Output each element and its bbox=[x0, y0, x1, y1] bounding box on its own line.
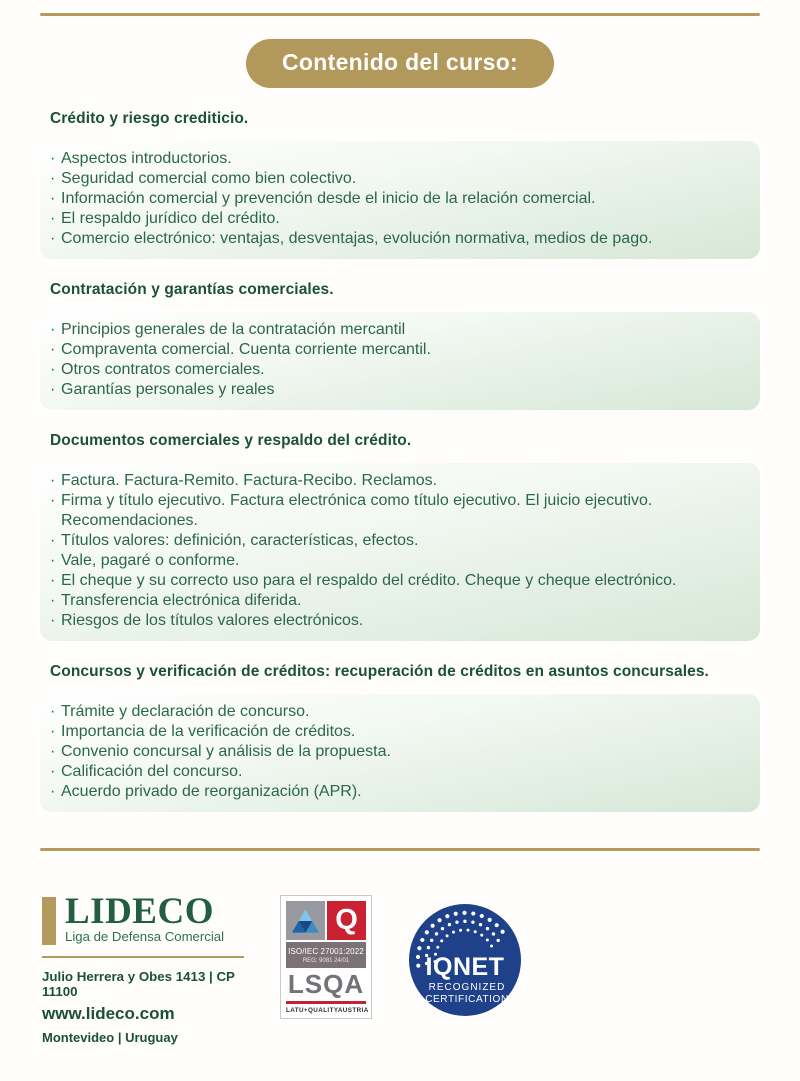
bullet-text: El cheque y su correcto uso para el respaldo del crédito. Cheque y cheque electrónico. bbox=[61, 572, 677, 589]
latu-triangle-icon bbox=[286, 901, 325, 940]
bullet-dot: · bbox=[50, 190, 56, 207]
bullet-dot: · bbox=[50, 612, 56, 629]
iqnet-line2: CERTIFICATION bbox=[425, 994, 509, 1005]
bullet-list bbox=[50, 702, 746, 802]
list-item bbox=[50, 742, 746, 762]
bullet-dot: · bbox=[50, 381, 56, 398]
bullet-text: Firma y título ejecutivo. Factura electrónica como título ejecutivo. El juicio ejecutivo. Recomendaciones. bbox=[61, 492, 653, 529]
list-item bbox=[50, 169, 746, 189]
list-item bbox=[50, 340, 746, 360]
list-item bbox=[50, 320, 746, 340]
list-item bbox=[50, 189, 746, 209]
bullet-text: Comercio electrónico: ventajas, desventajas, evolución normativa, medios de pago. bbox=[61, 230, 653, 247]
section-box-concursos bbox=[40, 694, 760, 812]
bullet-dot: · bbox=[50, 361, 56, 378]
bullet-text: El respaldo jurídico del crédito. bbox=[61, 210, 280, 227]
bullet-list bbox=[50, 471, 746, 631]
section-box-documentos bbox=[40, 463, 760, 641]
list-item bbox=[50, 360, 746, 380]
bullet-dot: · bbox=[50, 170, 56, 187]
list-item bbox=[50, 762, 746, 782]
lideco-location: Montevideo | Uruguay bbox=[42, 1030, 178, 1045]
bullet-dot: · bbox=[50, 592, 56, 609]
list-item bbox=[50, 722, 746, 742]
bullet-text: Garantías personales y reales bbox=[61, 381, 275, 398]
list-item bbox=[50, 591, 746, 611]
list-item bbox=[50, 571, 746, 591]
bullet-dot: · bbox=[50, 783, 56, 800]
bullet-text: Riesgos de los títulos valores electrónicos. bbox=[61, 612, 364, 629]
list-item bbox=[50, 380, 746, 400]
list-item bbox=[50, 782, 746, 802]
bullet-list bbox=[50, 320, 746, 400]
bullet-text: Importancia de la verificación de créditos. bbox=[61, 723, 356, 740]
iqnet-line1: RECOGNIZED bbox=[428, 982, 506, 993]
lideco-gold-bar bbox=[42, 897, 56, 945]
bullet-text: Vale, pagaré o conforme. bbox=[61, 552, 240, 569]
lsqa-reg-text: REG: 9081 24/01 bbox=[302, 958, 350, 964]
bullet-text: Información comercial y prevención desde el inicio de la relación comercial. bbox=[61, 190, 596, 207]
lideco-wordmark-row bbox=[42, 891, 244, 945]
bullet-text: Títulos valores: definición, características, efectos. bbox=[61, 532, 419, 549]
list-item bbox=[50, 551, 746, 571]
lideco-logo bbox=[42, 891, 244, 1045]
bullet-list bbox=[50, 149, 746, 249]
lsqa-marks-row bbox=[286, 901, 366, 940]
bullet-dot: · bbox=[50, 210, 56, 227]
lideco-divider bbox=[42, 956, 244, 958]
section-title-contratacion: Contratación y garantías comerciales. bbox=[50, 281, 334, 298]
list-item bbox=[50, 611, 746, 631]
lideco-wordmark-text bbox=[65, 891, 225, 945]
bullet-text: Trámite y declaración de concurso. bbox=[61, 703, 310, 720]
course-content-pill bbox=[246, 39, 554, 88]
bullet-dot: · bbox=[50, 572, 56, 589]
bullet-text: Acuerdo privado de reorganización (APR). bbox=[61, 783, 362, 800]
top-divider bbox=[40, 13, 760, 16]
iqnet-wordmark: IQNET bbox=[425, 953, 505, 981]
bullet-text: Convenio concursal y análisis de la propuesta. bbox=[61, 743, 391, 760]
bullet-dot: · bbox=[50, 763, 56, 780]
section-title-documentos: Documentos comerciales y respaldo del crédito. bbox=[50, 432, 412, 449]
bullet-dot: · bbox=[50, 321, 56, 338]
lsqa-iso-text: ISO/IEC 27001:2022 bbox=[288, 947, 364, 956]
bullet-text: Aspectos introductorios. bbox=[61, 150, 232, 167]
bullet-dot: · bbox=[50, 230, 56, 247]
lsqa-subtext: LATU+QUALITYAUSTRIA bbox=[286, 1007, 369, 1014]
section-box-contratacion bbox=[40, 312, 760, 410]
list-item bbox=[50, 531, 746, 551]
footer bbox=[40, 891, 760, 1045]
lideco-address: Julio Herrera y Obes 1413 | CP 11100 bbox=[42, 969, 235, 999]
flyer-page bbox=[0, 13, 800, 1081]
bullet-dot: · bbox=[50, 552, 56, 569]
footer-divider bbox=[40, 848, 760, 851]
bullet-dot: · bbox=[50, 472, 56, 489]
list-item bbox=[50, 702, 746, 722]
bullet-dot: · bbox=[50, 150, 56, 167]
bullet-dot: · bbox=[50, 532, 56, 549]
section-box-credito bbox=[40, 141, 760, 259]
lideco-wordmark: LIDECO bbox=[65, 891, 214, 932]
bullet-dot: · bbox=[50, 723, 56, 740]
bullet-dot: · bbox=[50, 341, 56, 358]
bullet-dot: · bbox=[50, 743, 56, 760]
section-title-concursos: Concursos y verificación de créditos: recuperación de créditos en asuntos concursales. bbox=[50, 663, 709, 680]
quality-austria-q-icon bbox=[327, 901, 366, 940]
section-title-credito: Crédito y riesgo crediticio. bbox=[50, 110, 249, 127]
pill-label: Contenido del curso: bbox=[282, 49, 518, 75]
bullet-text: Principios generales de la contratación mercantil bbox=[61, 321, 406, 338]
bullet-dot: · bbox=[50, 703, 56, 720]
q-letter: Q bbox=[335, 904, 358, 936]
lsqa-certification-logo bbox=[280, 895, 372, 1019]
iqnet-logo bbox=[408, 897, 522, 1026]
lsqa-iso-band bbox=[286, 942, 366, 968]
list-item bbox=[50, 491, 746, 531]
list-item bbox=[50, 229, 746, 249]
bullet-text: Factura. Factura-Remito. Factura-Recibo. Reclamos. bbox=[61, 472, 438, 489]
bullet-text: Transferencia electrónica diferida. bbox=[61, 592, 302, 609]
bullet-text: Seguridad comercial como bien colectivo. bbox=[61, 170, 357, 187]
list-item bbox=[50, 149, 746, 169]
lideco-tagline: Liga de Defensa Comercial bbox=[65, 929, 225, 944]
list-item bbox=[50, 209, 746, 229]
list-item bbox=[50, 471, 746, 491]
website-link[interactable]: www.lideco.com bbox=[42, 1004, 175, 1023]
lsqa-wordmark: LSQA bbox=[286, 971, 366, 1004]
bullet-text: Calificación del concurso. bbox=[61, 763, 243, 780]
bullet-text: Compraventa comercial. Cuenta corriente mercantil. bbox=[61, 341, 431, 358]
bullet-dot: · bbox=[50, 492, 56, 509]
bullet-text: Otros contratos comerciales. bbox=[61, 361, 265, 378]
